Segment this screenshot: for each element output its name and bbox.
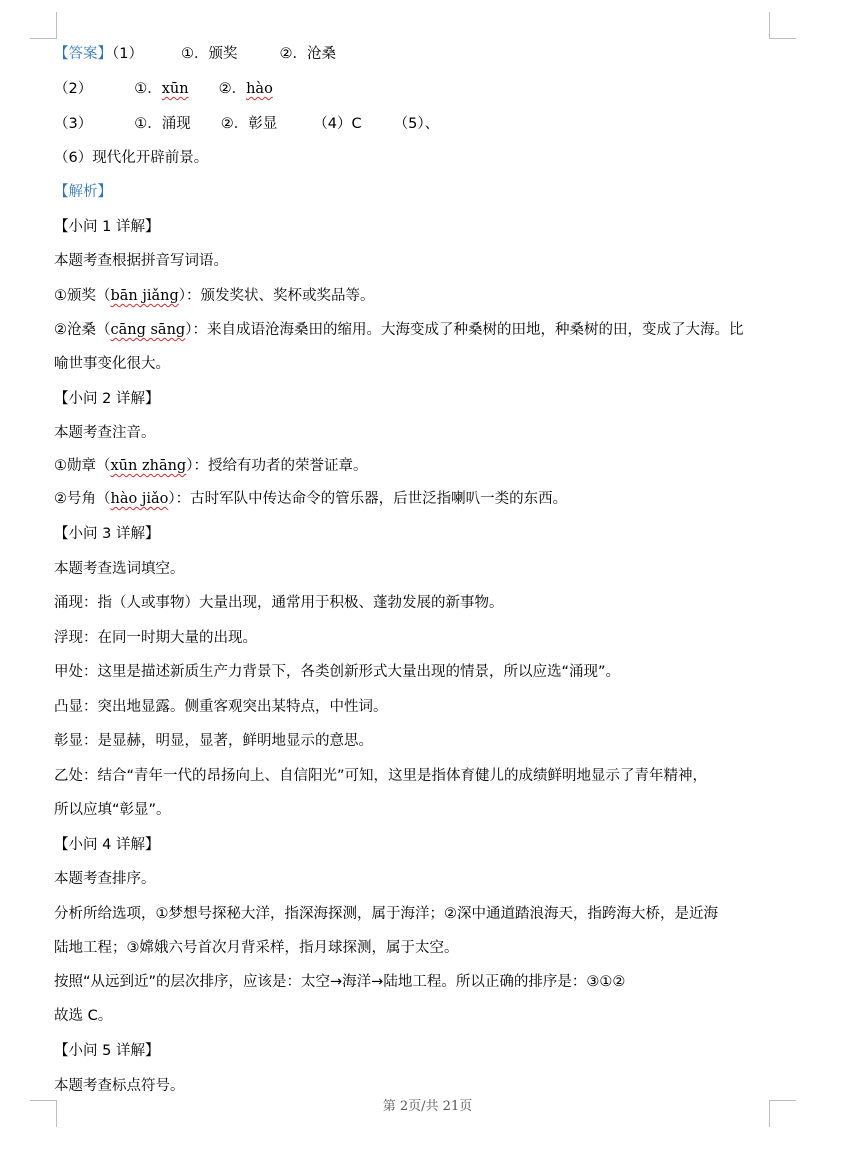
- analysis-heading: [54, 180, 776, 204]
- q1-item-1-prefix: ①颁奖（: [54, 288, 111, 304]
- answer-2-b-prefix: ②．: [218, 81, 247, 97]
- q1-item-2: [54, 318, 776, 342]
- q2-item-1-pinyin: xūn zhāng: [110, 458, 187, 474]
- answer-2-a-pinyin: xūn: [161, 81, 189, 97]
- q1-item-1-pinyin: bān jiǎng: [110, 288, 179, 304]
- q2-intro: 本题考查注音。: [54, 425, 156, 441]
- q1-item-2-pinyin: cāng sāng: [110, 322, 186, 338]
- q3-line: 凸显：突出地显露。侧重客观突出某特点，中性词。: [54, 699, 388, 715]
- q4-line: 分析所给选项，①梦想号探秘大洋，指深海探测，属于海洋；②深中通道踏浪海天，指跨海大桥，是近海: [54, 906, 718, 922]
- q4-line: 陆地工程；③嫦娥六号首次月背采样，指月球探测，属于太空。: [54, 940, 459, 956]
- q4-line: 故选 C。: [54, 1008, 113, 1024]
- answer-line-3: [54, 112, 776, 136]
- q1-intro: 本题考查根据拼音写词语。: [54, 253, 228, 269]
- answer-line-4: [54, 146, 776, 170]
- q4-heading: 【小问 4 详解】: [54, 837, 160, 853]
- answer-2-b-pinyin: hào: [246, 81, 273, 97]
- q4-line: 按照“从远到近”的层次排序，应该是：太空→海洋→陆地工程。所以正确的排序是：③①②: [54, 974, 626, 990]
- q2-item-2-text: ）：古时军队中传达命令的管乐器，后世泛指喇叭一类的东西。: [168, 491, 568, 507]
- q3-line: 甲处：这里是描述新质生产力背景下，各类创新形式大量出现的情景，所以应选“涌现”。: [54, 664, 621, 680]
- answer-2-a-prefix: ①．: [134, 81, 162, 97]
- q5-intro: 本题考查标点符号。: [54, 1078, 185, 1094]
- answer-5: （5）、: [393, 116, 440, 132]
- page-number-footer: 第 2页/共 21页: [382, 1099, 473, 1114]
- q2-item-1-text: ）：授给有功者的荣誉证章。: [186, 458, 368, 474]
- q3-line: 涌现：指（人或事物）大量出现，通常用于积极、蓬勃发展的新事物。: [54, 595, 504, 611]
- answer-3-num: （3）: [54, 116, 93, 132]
- q1-heading: 【小问 1 详解】: [54, 219, 160, 235]
- answer-tag: 【答案】: [54, 46, 112, 62]
- answer-line-1: [54, 42, 776, 66]
- q2-item-2-pinyin: hào jiǎo: [110, 491, 169, 507]
- q3-line: 浮现：在同一时期大量的出现。: [54, 630, 257, 646]
- q1-item-1-text: ）：颁发奖状、奖杯或奖品等。: [178, 288, 375, 304]
- q4-intro: 本题考查排序。: [54, 871, 156, 887]
- answer-2-num: （2）: [54, 81, 93, 97]
- answer-1-a: ①．颁奖: [180, 46, 238, 62]
- q2-item-1-prefix: ①勋章（: [54, 458, 111, 474]
- q5-heading: 【小问 5 详解】: [54, 1043, 160, 1059]
- corner-mark-top-right: [769, 12, 796, 39]
- answer-3-b: ②．彰显: [220, 116, 278, 132]
- q1-item-2-continued: 喻世事变化很大。: [54, 356, 170, 372]
- q2-heading: 【小问 2 详解】: [54, 391, 160, 407]
- answer-4: （4）C: [313, 116, 362, 132]
- answer-1-b: ②．沧桑: [279, 46, 336, 62]
- q3-line: 所以应填“彰显”。: [54, 802, 171, 818]
- corner-mark-top-left: [30, 12, 57, 39]
- q3-line: 彰显：是显赫，明显，显著，鲜明地显示的意思。: [54, 733, 373, 749]
- q1-item-2-text: ）：来自成语沧海桑田的缩用。大海变成了种桑树的田地，种桑树的田，变成了大海。比: [185, 322, 744, 338]
- q1-item-1: [54, 284, 776, 308]
- answer-3-a: ①．涌现: [134, 116, 191, 132]
- q2-item-2: [54, 487, 776, 511]
- q3-line: 乙处：结合“青年一代的昂扬向上、自信阳光”可知，这里是指体育健儿的成绩鲜明地显示了青年精神，: [54, 768, 708, 784]
- q2-item-1: [54, 454, 776, 478]
- q3-intro: 本题考查选词填空。: [54, 561, 185, 577]
- answer-line-2: [54, 77, 776, 101]
- answer-6: （6）现代化开辟前景。: [54, 150, 209, 166]
- q1-item-2-prefix: ②沧桑（: [54, 322, 111, 338]
- q3-heading: 【小问 3 详解】: [54, 526, 160, 542]
- analysis-tag: 【解析】: [54, 184, 112, 200]
- q2-item-2-prefix: ②号角（: [54, 491, 111, 507]
- answer-1-num: （1）: [112, 46, 143, 62]
